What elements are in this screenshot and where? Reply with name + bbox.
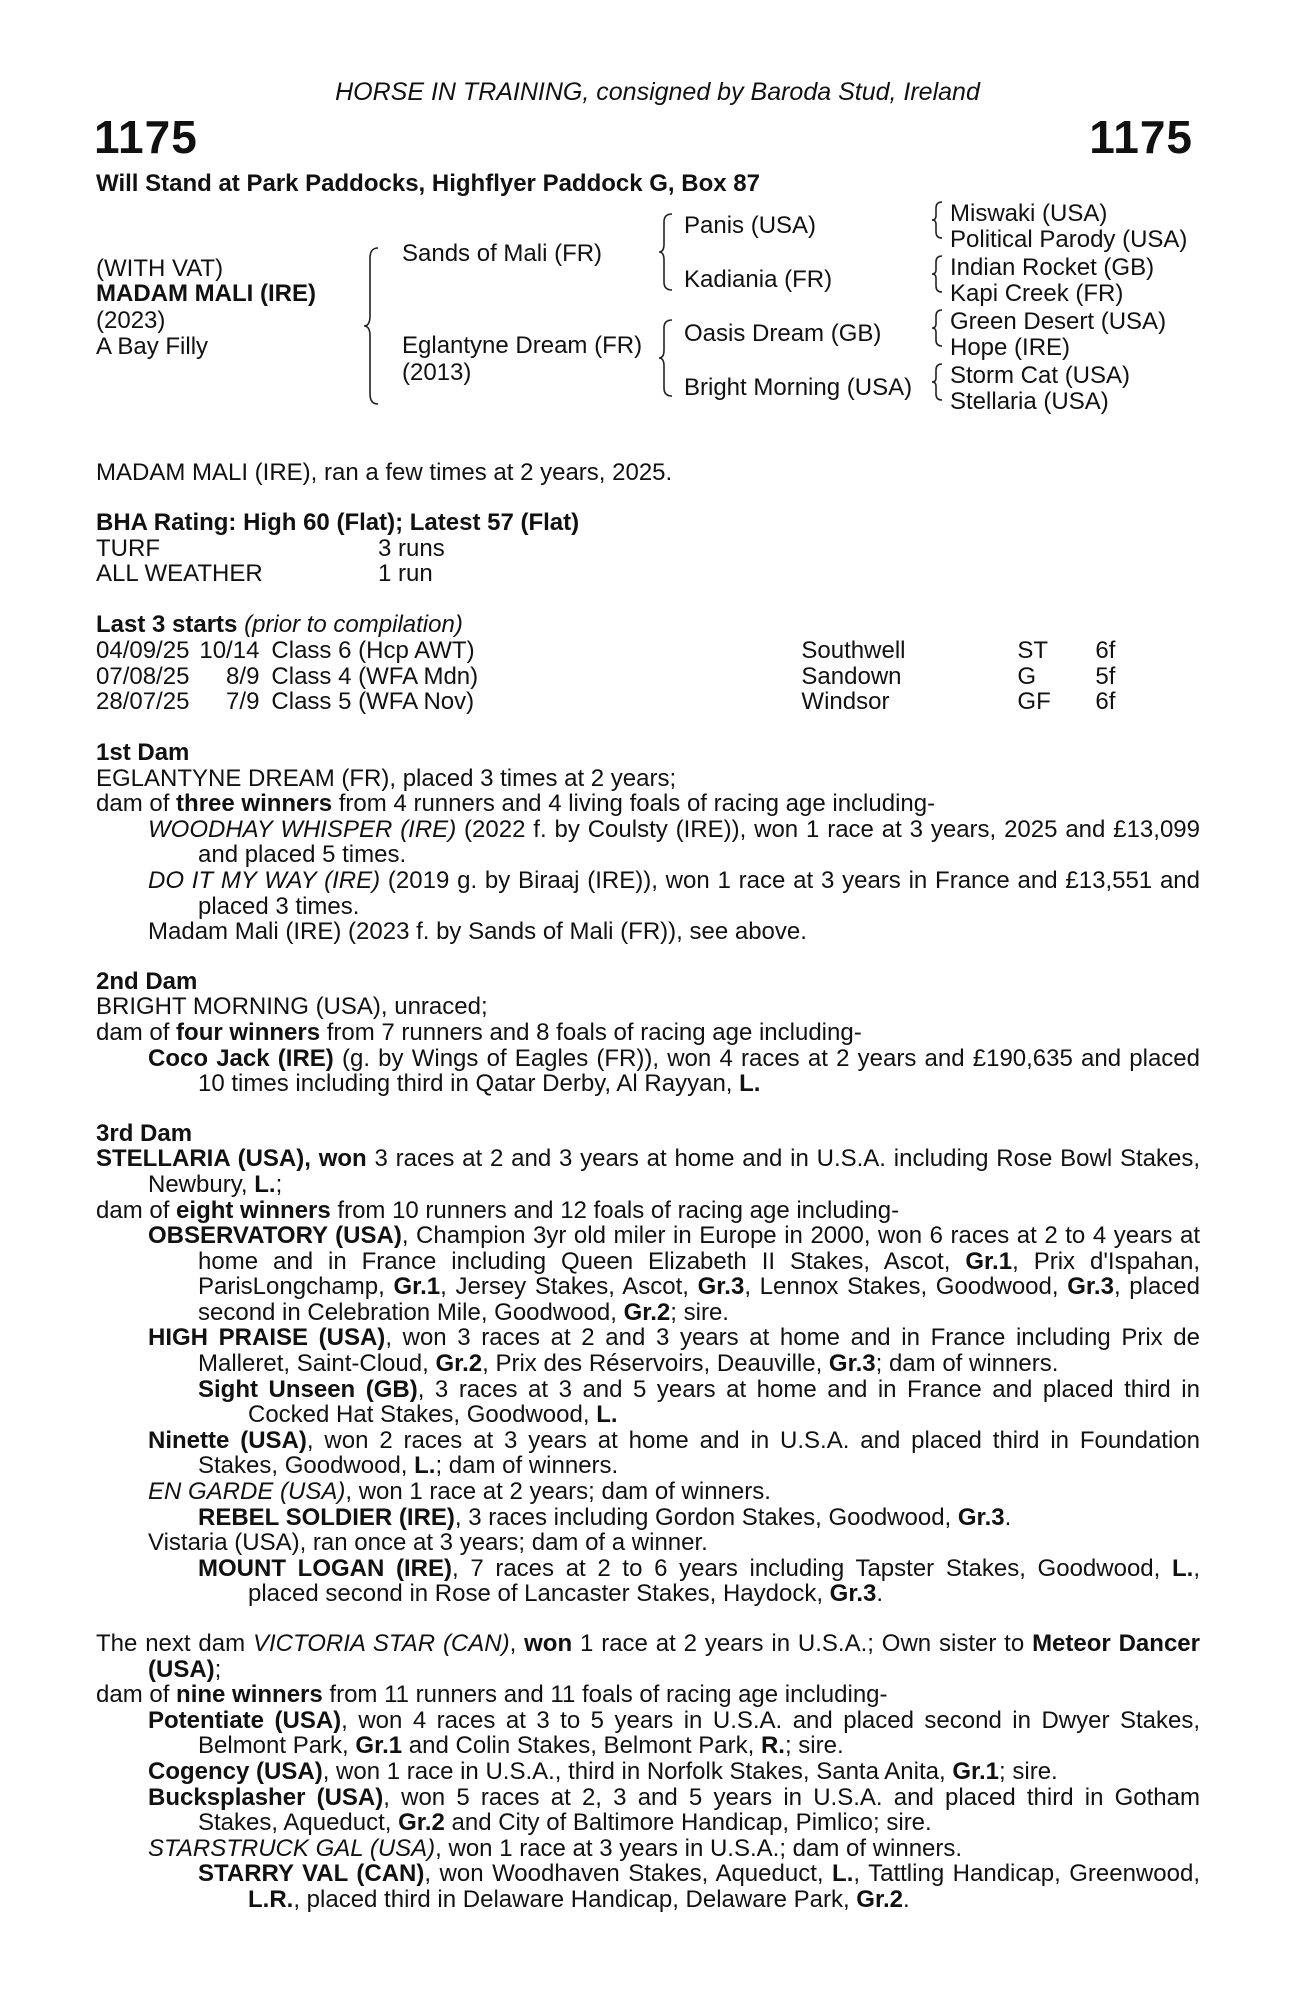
section-heading: 3rd Dam <box>96 1119 193 1147</box>
start-course: Sandown <box>801 662 902 690</box>
rating-runs: 1 run <box>378 560 433 587</box>
pedigree-brace-1 <box>366 246 386 406</box>
dam-line: BRIGHT MORNING (USA), unraced; <box>96 993 488 1021</box>
produce-entry: WOODHAY WHISPER (IRE) (2022 f. by Coulsty (IRE)), won 1 race at 3 years, 2025 and £13,099 and placed 5 times. <box>148 815 1200 869</box>
lot-number-left: 1175 <box>94 111 198 163</box>
start-going: GF <box>1017 688 1051 716</box>
pedigree-sire-dam: Kadiania (FR) <box>684 266 833 293</box>
table-row <box>96 638 1115 664</box>
pedigree-dam: Eglantyne Dream (FR) <box>402 332 643 359</box>
horse-year: (2023) <box>96 307 166 334</box>
pedigree-sire-sire: Panis (USA) <box>684 212 817 239</box>
race-summary: MADAM MALI (IRE), ran a few times at 2 years, 2025. <box>96 459 673 486</box>
dam-produce-line: dam of three winners from 4 runners and 4 living foals of racing age including- <box>96 790 936 818</box>
dam-produce-line: dam of nine winners from 11 runners and 11 foals of racing age including- <box>96 1681 888 1709</box>
stabling-location: Will Stand at Park Paddocks, Highflyer Paddock G, Box 87 <box>96 170 760 197</box>
produce-entry: Vistaria (USA), ran once at 3 years; dam of a winner. <box>148 1529 708 1557</box>
last-starts-heading <box>96 612 463 638</box>
produce-entry: Ninette (USA), won 2 races at 3 years at home and in U.S.A. and placed third in Foundation Stakes, Goodwood, L.; dam of winners. <box>148 1426 1200 1480</box>
rating-surface: ALL WEATHER <box>96 560 263 587</box>
pedigree-dam-sire: Oasis Dream (GB) <box>684 320 882 347</box>
dam-line: EGLANTYNE DREAM (FR), placed 3 times at 2 years; <box>96 764 677 792</box>
pedigree-dds: Storm Cat (USA) <box>950 362 1131 389</box>
produce-entry: Potentiate (USA), won 4 races at 3 to 5 years in U.S.A. and placed second in Dwyer Stakes, Belmont Park, Gr.1 and Colin Stakes, Belmont Park, R.; sire. <box>148 1706 1201 1760</box>
start-position: 7/9 <box>226 688 260 716</box>
table-row <box>96 689 1115 715</box>
last-starts-title: Last 3 starts <box>96 611 238 638</box>
dam-produce-line: dam of four winners from 7 runners and 8 foals of racing age including- <box>96 1018 862 1046</box>
produce-entry: EN GARDE (USA), won 1 race at 2 years; dam of winners. <box>148 1478 771 1506</box>
start-race: Class 4 (WFA Mdn) <box>271 662 479 690</box>
last-starts-note: (prior to compilation) <box>244 611 463 638</box>
start-date: 28/07/25 <box>96 688 190 716</box>
pedigree-ssd: Political Parody (USA) <box>950 226 1188 253</box>
pedigree-sss: Miswaki (USA) <box>950 200 1108 227</box>
dam-line: STELLARIA (USA), won 3 races at 2 and 3 years at home and in U.S.A. including Rose Bowl Stakes, Newbury, L.; <box>96 1145 1201 1198</box>
produce-entry: OBSERVATORY (USA), Champion 3yr old miler in Europe in 2000, won 6 races at 2 to 4 years at home and in France including Queen Elizabeth II Stakes, Ascot, Gr.1, Prix d'Ispahan, ParisLongchamp, Gr.1, Jersey Stakes, Ascot, Gr.3, Lennox Stakes, Goodwood, Gr.3, placed second in Celebration Mile, Goodwood, Gr.2; sire. <box>148 1222 1201 1326</box>
pedigree-dam-dam: Bright Morning (USA) <box>684 374 913 401</box>
start-going: ST <box>1017 637 1049 664</box>
table-row <box>96 664 1115 690</box>
lot-number-right: 1175 <box>1089 111 1193 163</box>
pedigree-brace-5 <box>932 254 944 294</box>
start-race: Class 5 (WFA Nov) <box>271 688 475 716</box>
pedigree-brace-7 <box>932 362 944 402</box>
pedigree-ddd: Stellaria (USA) <box>950 388 1109 415</box>
produce-entry: Bucksplasher (USA), won 5 races at 2, 3 and 5 years in U.S.A. and placed third in Gotham Stakes, Aqueduct, Gr.2 and City of Baltimore Handicap, Pimlico; sire. <box>148 1783 1200 1837</box>
start-going: G <box>1017 662 1037 690</box>
pedigree-sdd: Kapi Creek (FR) <box>950 280 1124 307</box>
dam-produce-line: dam of eight winners from 10 runners and 12 foals of racing age including- <box>96 1196 900 1224</box>
produce-entry: STARRY VAL (CAN), won Woodhaven Stakes, Aqueduct, L., Tattling Handicap, Greenwood, L.R., placed third in Delaware Handicap, Delaware Park, Gr.2. <box>198 1860 1200 1913</box>
produce-entry: MOUNT LOGAN (IRE), 7 races at 2 to 6 years including Tapster Stakes, Goodwood, L., placed second in Rose of Lancaster Stakes, Haydock, Gr.3. <box>198 1554 1200 1608</box>
produce-entry: Cogency (USA), won 1 race in U.S.A., third in Norfolk Stakes, Santa Anita, Gr.1; sire. <box>148 1757 1058 1785</box>
rating-runs: 3 runs <box>378 535 445 562</box>
family-sections <box>96 740 1200 1913</box>
produce-entry: Sight Unseen (GB), 3 races at 3 and 5 years at home and in France and placed third in Cocked Hat Stakes, Goodwood, L. <box>198 1375 1200 1429</box>
section-heading: 1st Dam <box>96 739 190 766</box>
horse-name: MADAM MALI (IRE) <box>96 280 316 307</box>
pedigree-dss: Green Desert (USA) <box>950 308 1167 335</box>
start-course: Southwell <box>801 637 906 664</box>
start-race: Class 6 (Hcp AWT) <box>271 637 475 664</box>
start-course: Windsor <box>801 688 890 716</box>
pedigree-brace-6 <box>932 308 944 348</box>
start-date: 07/08/25 <box>96 662 190 690</box>
horse-description: A Bay Filly <box>96 333 209 360</box>
pedigree-sds: Indian Rocket (GB) <box>950 254 1155 281</box>
rating-surface: TURF <box>96 535 160 562</box>
start-distance: 6f <box>1095 637 1116 664</box>
vat-status: (WITH VAT) <box>96 255 224 282</box>
pedigree-dam-year: (2013) <box>402 359 472 386</box>
last-starts-table <box>96 638 1115 715</box>
dam-line: The next dam VICTORIA STAR (CAN), won 1 race at 2 years in U.S.A.; Own sister to Meteor Dancer (USA); <box>96 1630 1200 1683</box>
produce-entry: STARSTRUCK GAL (USA), won 1 race at 3 years in U.S.A.; dam of winners. <box>148 1834 963 1862</box>
start-distance: 5f <box>1095 662 1116 690</box>
pedigree-brace-2 <box>660 212 674 292</box>
produce-entry: HIGH PRAISE (USA), won 3 races at 2 and 3 years at home and in France including Prix de Malleret, Saint-Cloud, Gr.2, Prix des Réservoirs, Deauville, Gr.3; dam of winners. <box>148 1324 1200 1378</box>
produce-entry: REBEL SOLDIER (IRE), 3 races including Gordon Stakes, Goodwood, Gr.3. <box>198 1503 1012 1531</box>
catalogue-title: HORSE IN TRAINING, consigned by Baroda Stud, Ireland <box>335 78 980 106</box>
start-date: 04/09/25 <box>96 637 190 664</box>
pedigree-brace-3 <box>660 318 674 398</box>
start-distance: 6f <box>1095 688 1116 716</box>
pedigree-sire: Sands of Mali (FR) <box>402 240 603 267</box>
section-heading: 2nd Dam <box>96 967 198 995</box>
start-position: 8/9 <box>226 662 260 690</box>
start-position: 10/14 <box>199 637 260 664</box>
bha-rating: BHA Rating: High 60 (Flat); Latest 57 (Flat) <box>96 509 580 536</box>
pedigree-dsd: Hope (IRE) <box>950 334 1071 361</box>
produce-entry: DO IT MY WAY (IRE) (2019 g. by Biraaj (IRE)), won 1 race at 3 years in France and £13,551 and placed 3 times. <box>148 866 1200 920</box>
produce-entry: Coco Jack (IRE) (g. by Wings of Eagles (FR)), won 4 races at 2 years and £190,635 and placed 10 times including third in Qatar Derby, Al Rayyan, L. <box>148 1044 1201 1098</box>
pedigree-brace-4 <box>932 200 944 240</box>
produce-entry: Madam Mali (IRE) (2023 f. by Sands of Mali (FR)), see above. <box>148 918 807 946</box>
